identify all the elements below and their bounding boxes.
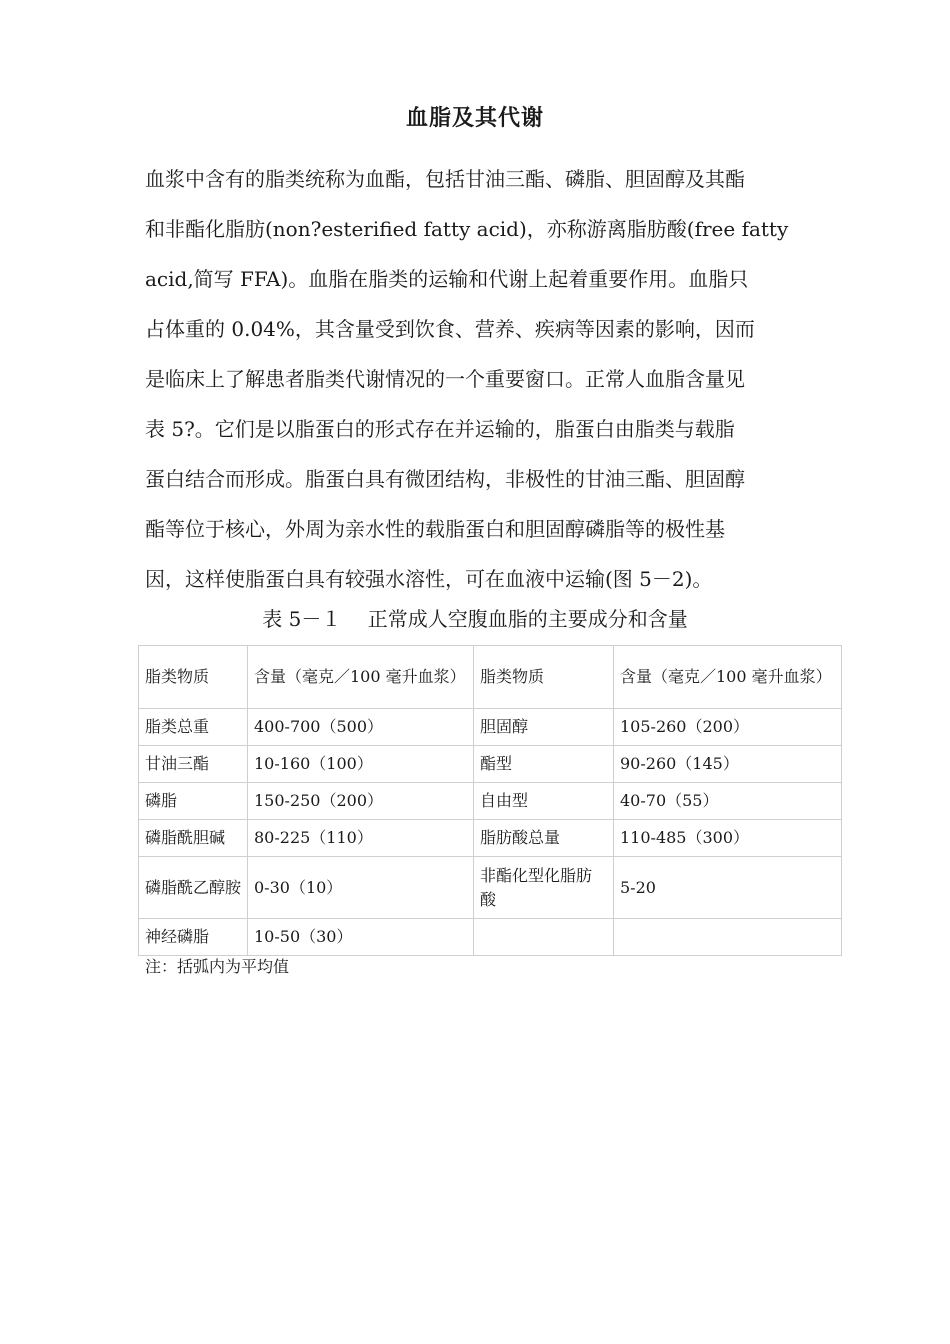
paragraph-line: acid,简写 FFA)。血脂在脂类的运输和代谢上起着重要作用。血脂只 [145,267,749,291]
table-cell: 110-485（300） [614,820,842,857]
table-cell: 脂肪酸总量 [474,820,614,857]
paragraph-line: 和非酯化脂肪(non?esterified fatty acid)，亦称游离脂肪酸(free fatty [145,217,789,241]
paragraph-line: 血浆中含有的脂类统称为血酯，包括甘油三酯、磷脂、胆固醇及其酯 [145,167,745,191]
table-cell [474,919,614,956]
table-row [139,746,842,783]
table-cell: 80-225（110） [248,820,474,857]
table-header-row [139,646,842,709]
lipid-content-table [138,645,842,956]
document-title: 血脂及其代谢 [405,105,544,131]
table-row [139,783,842,820]
table-cell: 0-30（10） [248,857,474,919]
table-cell: 40-70（55） [614,783,842,820]
header-cell: 脂类物质 [474,646,614,709]
header-cell: 脂类物质 [139,646,248,709]
paragraph-line: 是临床上了解患者脂类代谢情况的一个重要窗口。正常人血脂含量见 [145,367,745,391]
table-row [139,919,842,956]
table-cell: 脂类总重 [139,709,248,746]
table-cell: 90-260（145） [614,746,842,783]
table-cell: 10-160（100） [248,746,474,783]
table-cell: 5-20 [614,857,842,919]
table-caption: 表 5－１ 正常成人空腹血脂的主要成分和含量 [262,607,688,631]
paragraph-line: 占体重的 0.04%，其含量受到饮食、营养、疾病等因素的影响，因而 [145,317,755,341]
table-cell: 10-50（30） [248,919,474,956]
table-cell: 甘油三酯 [139,746,248,783]
header-cell: 含量（毫克／100 毫升血浆） [248,646,474,709]
table-cell: 胆固醇 [474,709,614,746]
paragraph-line: 蛋白结合而形成。脂蛋白具有微团结构，非极性的甘油三酯、胆固醇 [145,467,745,491]
table-cell: 磷脂 [139,783,248,820]
table-cell: 400-700（500） [248,709,474,746]
table-cell: 150-250（200） [248,783,474,820]
paragraph-line: 表 5?。它们是以脂蛋白的形式存在并运输的，脂蛋白由脂类与载脂 [145,417,735,441]
table-cell [614,919,842,956]
table-cell: 酯型 [474,746,614,783]
body-paragraph [145,154,825,604]
table-cell: 105-260（200） [614,709,842,746]
table-cell: 磷脂酰乙醇胺 [139,857,248,919]
table-cell: 磷脂酰胆碱 [139,820,248,857]
paragraph-line: 因，这样使脂蛋白具有较强水溶性，可在血液中运输(图 5－2)。 [145,567,713,591]
table-cell: 神经磷脂 [139,919,248,956]
table-cell: 非酯化型化脂肪酸 [474,857,614,919]
paragraph-line: 酯等位于核心，外周为亲水性的载脂蛋白和胆固醇磷脂等的极性基 [145,517,725,541]
header-cell: 含量（毫克／100 毫升血浆） [614,646,842,709]
table-cell: 自由型 [474,783,614,820]
table-row [139,709,842,746]
table-row [139,820,842,857]
table-row [139,857,842,919]
table-note: 注：括弧内为平均值 [145,957,290,976]
